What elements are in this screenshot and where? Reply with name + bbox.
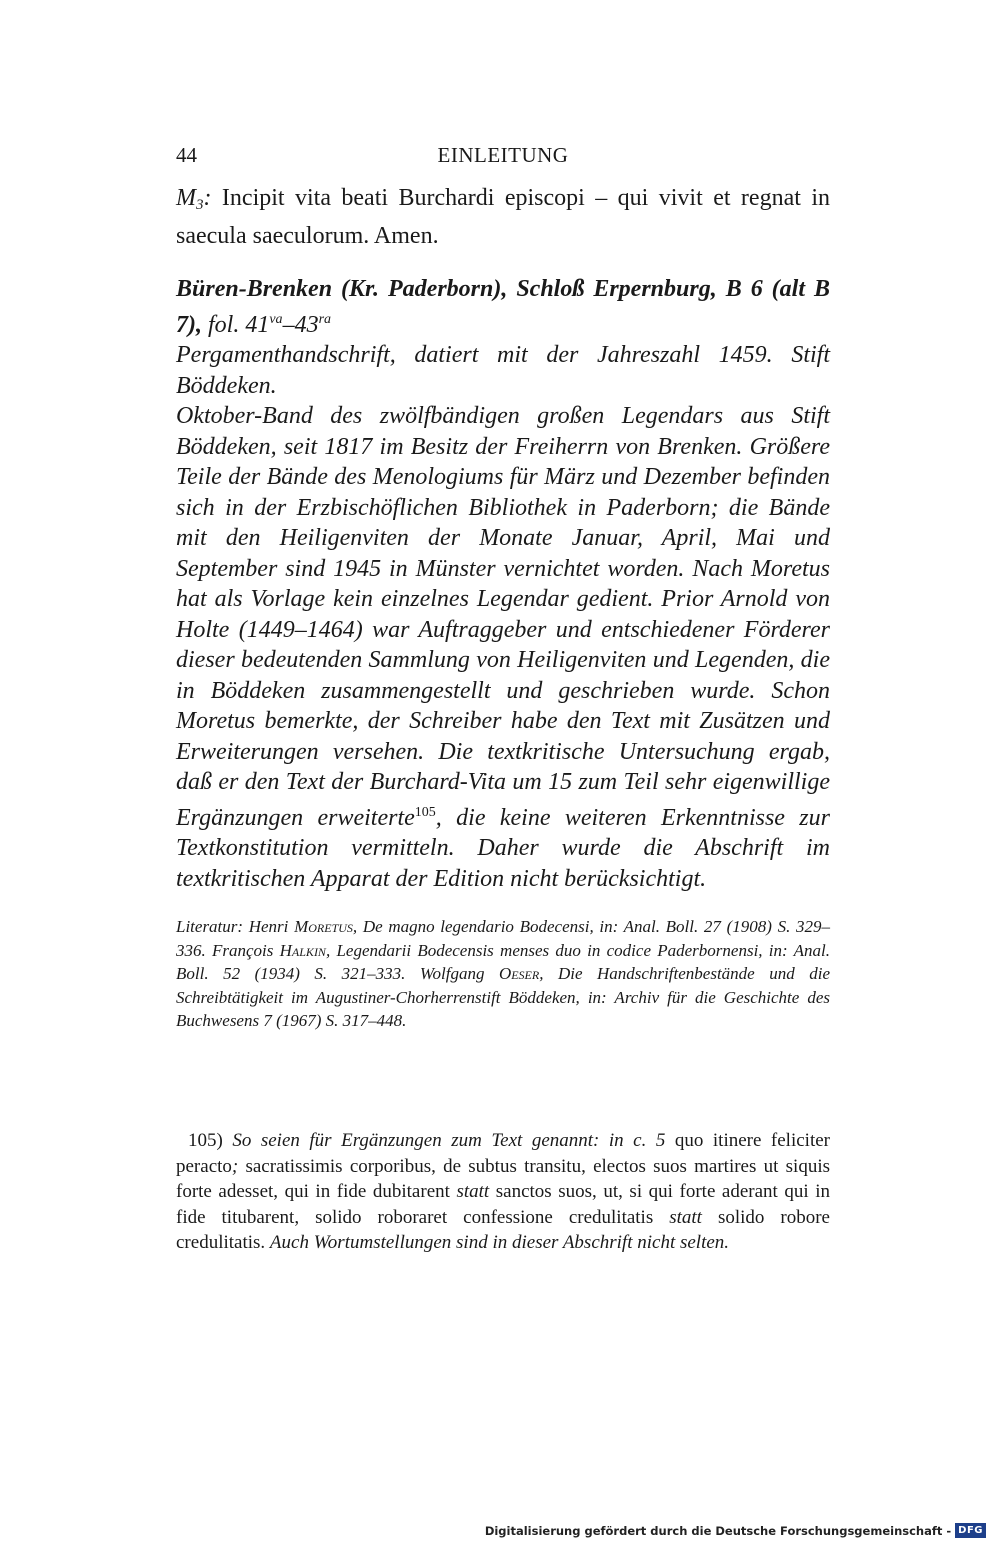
manuscript-heading: Büren-Brenken (Kr. Paderborn), Schloß Erpernburg, B 6 (alt B 7), fol. $41^{va}-43^{ra}$ — [176, 276, 830, 338]
author-moretus: Moretus — [294, 917, 353, 936]
dfg-credit — [485, 1523, 986, 1538]
page-number: 44 — [176, 143, 197, 167]
dfg-logo: DFG — [955, 1523, 986, 1538]
author-halkin: Halkin — [279, 940, 326, 960]
manuscript-body: Oktober-Band des zwölfbändigen großen Legendars aus Stift Böddeken, seit 1817 im Besitz der Freiherrn von Brenken. Größere Teile der Bände des Menologiums für März und Dezember befinden sich in der Erzbischöflichen Bibliothek in Paderborn; die Bände mit den Heiligenviten der Monate Januar, April, Mai und September sind 1945 in Münster vernichtet worden. Nach Moretus hat als Vorlage kein einzelnes Legendar gedient. Prior Arnold von Holte (1449–1464) war Auftraggeber und entschiedener Förderer dieser bedeutenden Sammlung von Heiligenviten und Legenden, die in Böddeken zusammengestellt und geschrieben wurde. Schon Moretus bemerkte, der Schreiber habe den Text mit Zusätzen und Erweiterungen versehen. Die textkritische Untersuchung ergab, daß er den Text der Burchard-Vita um 15 zum Teil sehr eigenwillige Ergänzungen erweiterte$^{105}$, die keine weiteren Erkenntnisse zur Textkonstitution vermitteln. Daher wurde die Abschrift im textkritischen Apparat der Edition nicht berücksichtigt. — [176, 403, 830, 892]
m3-label: $M_3$: — [176, 185, 212, 213]
m3-incipit — [176, 183, 830, 251]
manuscript-section — [176, 274, 830, 894]
running-title: EINLEITUNG — [437, 143, 569, 167]
footnote-reference[interactable]: 105 — [414, 804, 436, 820]
manuscript-description: Pergamenthandschrift, datiert mit der Jahreszahl 1459. Stift Böddeken. — [176, 342, 830, 399]
author-oeser: Oeser — [498, 964, 540, 983]
running-head — [176, 140, 830, 170]
footnote-number: 105) — [188, 1130, 223, 1151]
literature-note: Literatur: Henri Moretus, De magno legendario Bodecensi, in: Anal. Boll. 27 (1908) S. 329–336. François Halkin, Legendarii Bodecensis menses duo in codice Paderbornensi, in: Anal. Boll. 52 (1934) S. 321–333. Wolfgang Oeser, Die Handschriftenbestände und die Schreibtätigkeit im Augustiner-Chorherrenstift Böddeken, in: Archiv für die Geschichte des Buchwesens 7 (1967) S. 317–448. — [176, 917, 830, 1030]
dfg-credit-text: Digitalisierung gefördert durch die Deutsche Forschungsgemeinschaft - — [484, 1523, 952, 1538]
m3-text: Incipit vita beati Burchardi episcopi – qui vivit et regnat in saecula saeculorum. Amen. — [176, 185, 830, 249]
footnote-105: 105) So seien für Ergänzungen zum Text genannt: in c. 5 quo itinere feliciter peracto; sacratissimis corporibus, de subtus transitu, electos suos martires ut siquis forte adesset, qui in fide dubitarent statt sanctos suos, ut, si qui forte aderant qui in fide titubarent, solido roboraret confessione credulitatis statt solido robore credulitatis. Auch Wortumstellungen sind in dieser Abschrift nicht selten. — [176, 1130, 831, 1253]
